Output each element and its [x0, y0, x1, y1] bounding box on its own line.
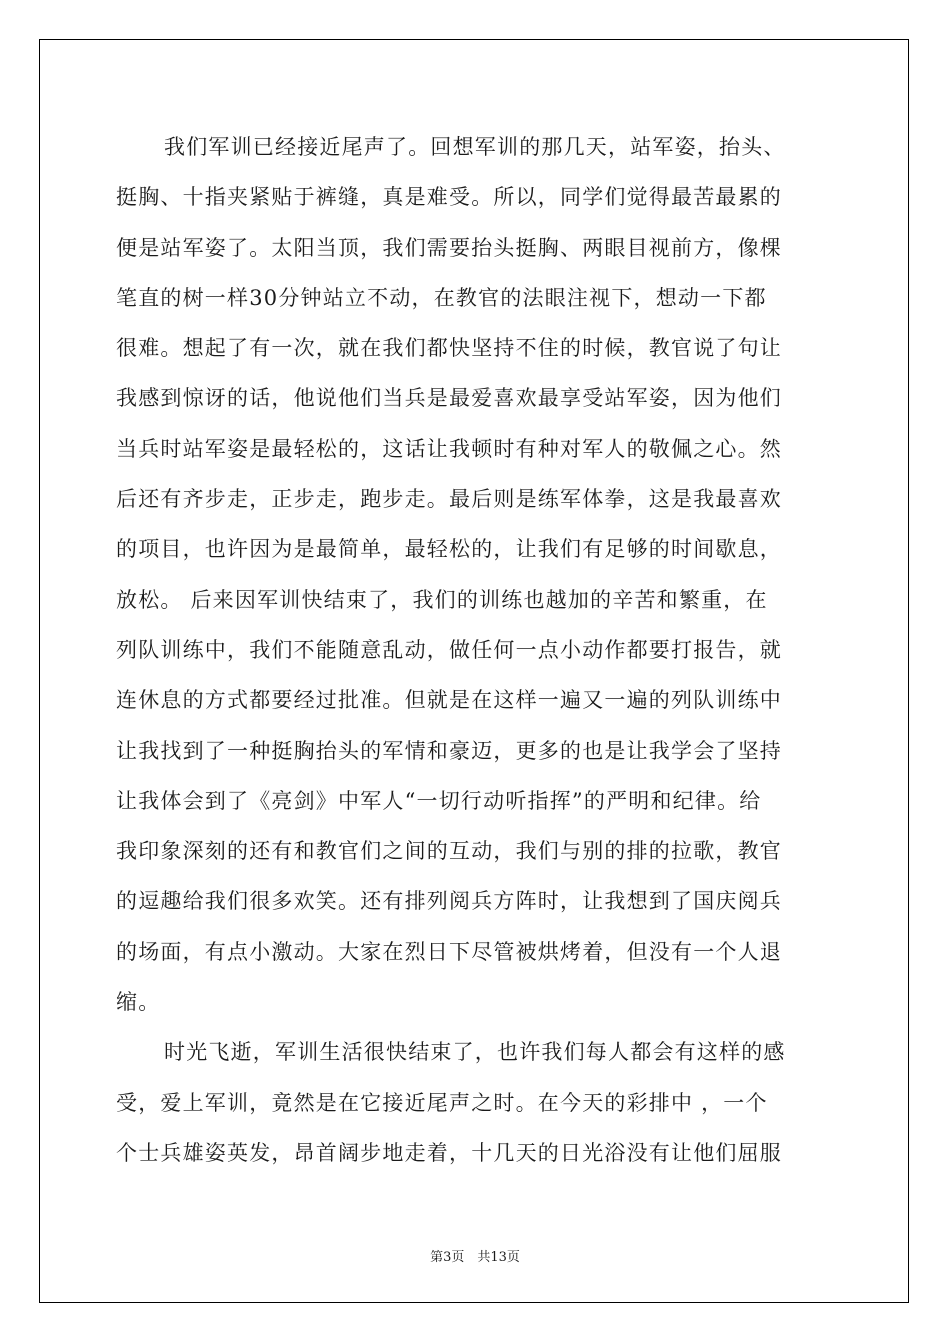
paragraph-1-line-8: 后还有齐步走，正步走，跑步走。最后则是练军体拳，这是我最喜欢	[116, 487, 782, 512]
paragraph-1-line-3: 便是站军姿了。太阳当顶，我们需要抬头挺胸、两眼目视前方，像棵	[116, 235, 782, 260]
paragraph-1-line-2: 挺胸、十指夹紧贴于裤缝，真是难受。所以，同学们觉得最苦最累的	[116, 185, 782, 210]
document-body	[116, 122, 832, 1178]
paragraph-1-line-14: 让我体会到了《亮剑》中军人“一切行动听指挥”的严明和纪律。给	[116, 788, 762, 813]
paragraph-1-line-18: 缩。	[116, 990, 161, 1015]
paragraph-2-line-2: 受，爱上军训，竟然是在它接近尾声之时。在今天的彩排中 ，一个	[116, 1090, 768, 1115]
paragraph-1-line-1: 我们军训已经接近尾声了。回想军训的那几天，站军姿，抬头、	[164, 135, 786, 159]
paragraph-1-line-4: 笔直的树一样30分钟站立不动，在教官的法眼注视下，想动一下都	[116, 285, 767, 310]
paragraph-1-line-6: 我感到惊讶的话，他说他们当兵是最爱喜欢最享受站军姿，因为他们	[116, 386, 782, 411]
paragraph-1-line-13: 让我找到了一种挺胸抬头的军情和豪迈，更多的也是让我学会了坚持	[116, 738, 782, 763]
paragraph-1-line-11: 列队训练中，我们不能随意乱动，做任何一点小动作都要打报告，就	[116, 637, 782, 662]
paragraph-1-line-16: 的逗趣给我们很多欢笑。还有排列阅兵方阵时，让我想到了国庆阅兵	[116, 889, 782, 914]
paragraph-1-line-10: 放松。 后来因军训快结束了，我们的训练也越加的辛苦和繁重，在	[116, 587, 768, 612]
paragraph-1-line-17: 的场面，有点小激动。大家在烈日下尽管被烘烤着，但没有一个人退	[116, 939, 782, 964]
page-number-footer: 第3页 共13页	[430, 1250, 520, 1265]
paragraph-1-line-9: 的项目，也许因为是最简单，最轻松的，让我们有足够的时间歇息，	[116, 537, 782, 562]
paragraph-1-line-5: 很难。想起了有一次，就在我们都快坚持不住的时候，教官说了句让	[116, 336, 782, 361]
paragraph-1-line-7: 当兵时站军姿是最轻松的，这话让我顿时有种对军人的敬佩之心。然	[116, 436, 782, 461]
paragraph-1-line-15: 我印象深刻的还有和教官们之间的互动，我们与别的排的拉歌，教官	[116, 839, 782, 864]
paragraph-2-line-1: 时光飞逝，军训生活很快结束了，也许我们每人都会有这样的感	[164, 1040, 786, 1065]
paragraph-1-line-12: 连休息的方式都要经过批准。但就是在这样一遍又一遍的列队训练中	[116, 688, 782, 713]
paragraph-2-line-3: 个士兵雄姿英发，昂首阔步地走着，十几天的日光浴没有让他们屈服	[116, 1140, 782, 1165]
